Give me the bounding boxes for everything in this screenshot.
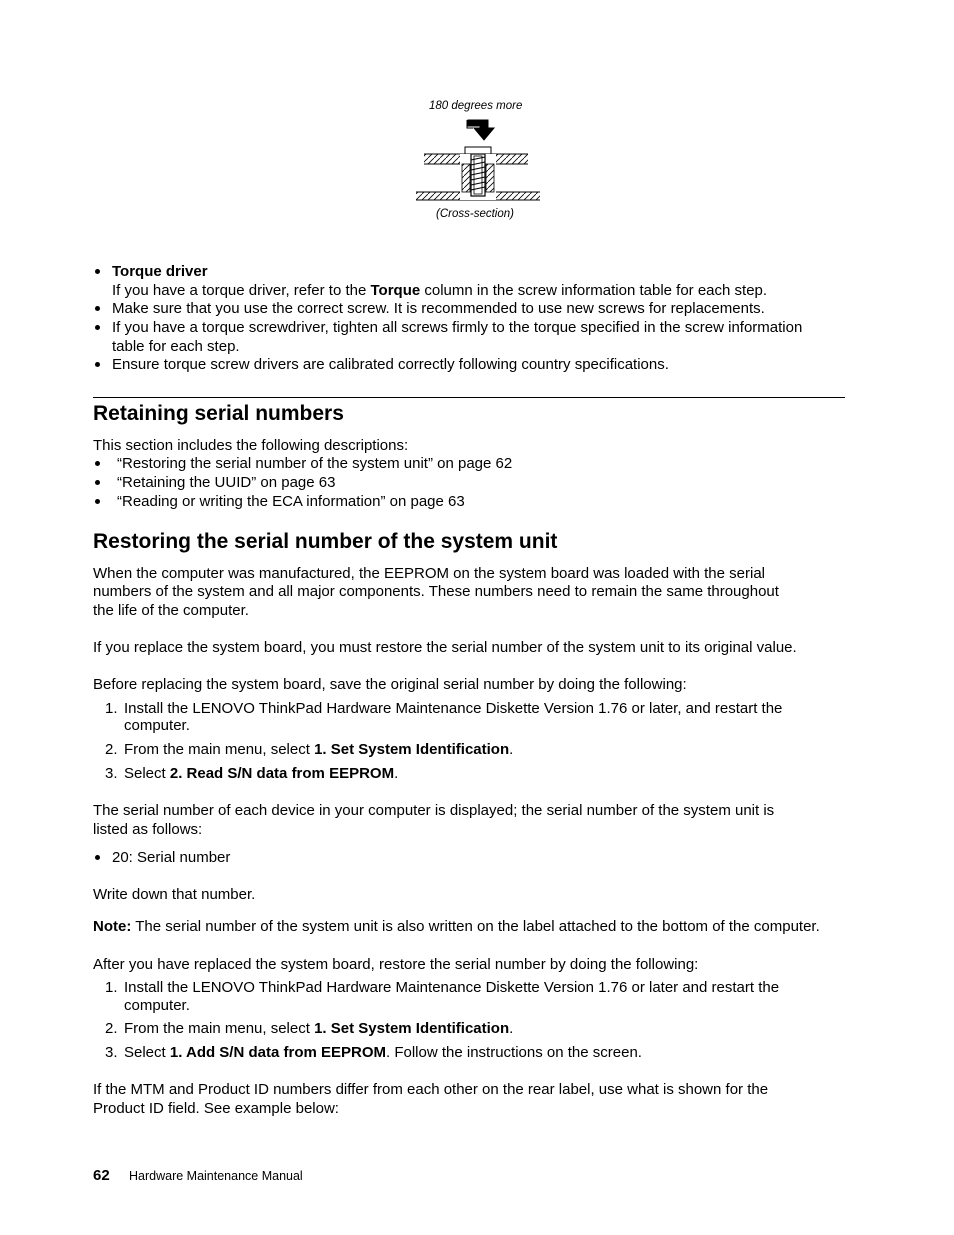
paragraph-line: The serial number of each device in your computer is displayed; the serial number of the system unit is [93,802,775,819]
bullet-dot [95,306,100,311]
step-a1-line2: computer. [124,717,190,734]
note: Note: The serial number of the system unit is also written on the label attached to the bottom of the computer. [93,918,820,935]
step-a3: Select 2. Read S/N data from EEPROM. [124,765,399,782]
step-b1-line2: computer. [124,997,190,1014]
step-b3: Select 1. Add S/N data from EEPROM. Follow the instructions on the screen. [124,1044,642,1061]
figure-bottom-caption: (Cross-section) [436,208,514,220]
step-number: 3. [105,765,118,782]
screw-cross-section-figure [410,116,550,212]
section-title-restoring-serial: Restoring the serial number of the system unit [93,530,558,553]
link-reading-eca[interactable]: “Reading or writing the ECA information” on page 63 [117,493,465,510]
paragraph-line: listed as follows: [93,821,203,838]
figure-top-caption: 180 degrees more [429,100,523,112]
bullet-torque-screwdriver: If you have a torque screwdriver, tighten all screws firmly to the torque specified in the screw information [112,319,803,336]
step-number: 2. [105,1020,118,1037]
link-retaining-uuid[interactable]: “Retaining the UUID” on page 63 [117,474,336,491]
bullet-dot [95,269,100,274]
bullet-dot [95,325,100,330]
step-number: 1. [105,700,118,717]
paragraph-line: If the MTM and Product ID numbers differ from each other on the rear label, use what is shown for the [93,1081,769,1098]
bullet-dot [95,461,100,466]
step-number: 3. [105,1044,118,1061]
torque-driver-title: Torque driver [112,263,208,280]
section-title-retaining-serial-numbers: Retaining serial numbers [93,402,344,425]
section1-intro: This section includes the following descriptions: [93,437,409,454]
paragraph-line: the life of the computer. [93,602,249,619]
torque-driver-text: If you have a torque driver, refer to the Torque column in the screw information table for each step. [112,282,768,299]
bullet-dot [95,362,100,367]
paragraph-write-down: Write down that number. [93,886,256,903]
paragraph-replace-board: If you replace the system board, you must restore the serial number of the system unit to its original value. [93,639,797,656]
manual-title: Hardware Maintenance Manual [129,1169,303,1183]
paragraph-line: When the computer was manufactured, the EEPROM on the system board was loaded with the serial [93,565,765,582]
paragraph-after-replacing: After you have replaced the system board, restore the serial number by doing the following: [93,956,699,973]
step-b1-line1: Install the LENOVO ThinkPad Hardware Maintenance Diskette Version 1.76 or later and restart the [124,979,780,996]
step-a1-line1: Install the LENOVO ThinkPad Hardware Maintenance Diskette Version 1.76 or later, and restart the [124,700,783,717]
bullet-dot [95,855,100,860]
bullet-dot [95,499,100,504]
serial-number-item: 20: Serial number [112,849,231,866]
step-a2: From the main menu, select 1. Set System Identification. [124,741,514,758]
link-restoring-serial-number[interactable]: “Restoring the serial number of the system unit” on page 62 [117,455,513,472]
paragraph-line: Product ID field. See example below: [93,1100,339,1117]
section-divider [93,397,845,398]
page-number: 62 [93,1167,110,1184]
step-b2: From the main menu, select 1. Set System Identification. [124,1020,514,1037]
bullet-torque-screwdriver-cont: table for each step. [112,338,240,355]
paragraph-line: numbers of the system and all major components. These numbers need to remain the same throughout [93,583,779,600]
step-number: 2. [105,741,118,758]
bullet-dot [95,480,100,485]
paragraph-before-replacing: Before replacing the system board, save the original serial number by doing the following: [93,676,687,693]
bullet-correct-screw: Make sure that you use the correct screw. It is recommended to use new screws for replacements. [112,300,765,317]
bullet-calibrated: Ensure torque screw drivers are calibrated correctly following country specifications. [112,356,669,373]
step-number: 1. [105,979,118,996]
